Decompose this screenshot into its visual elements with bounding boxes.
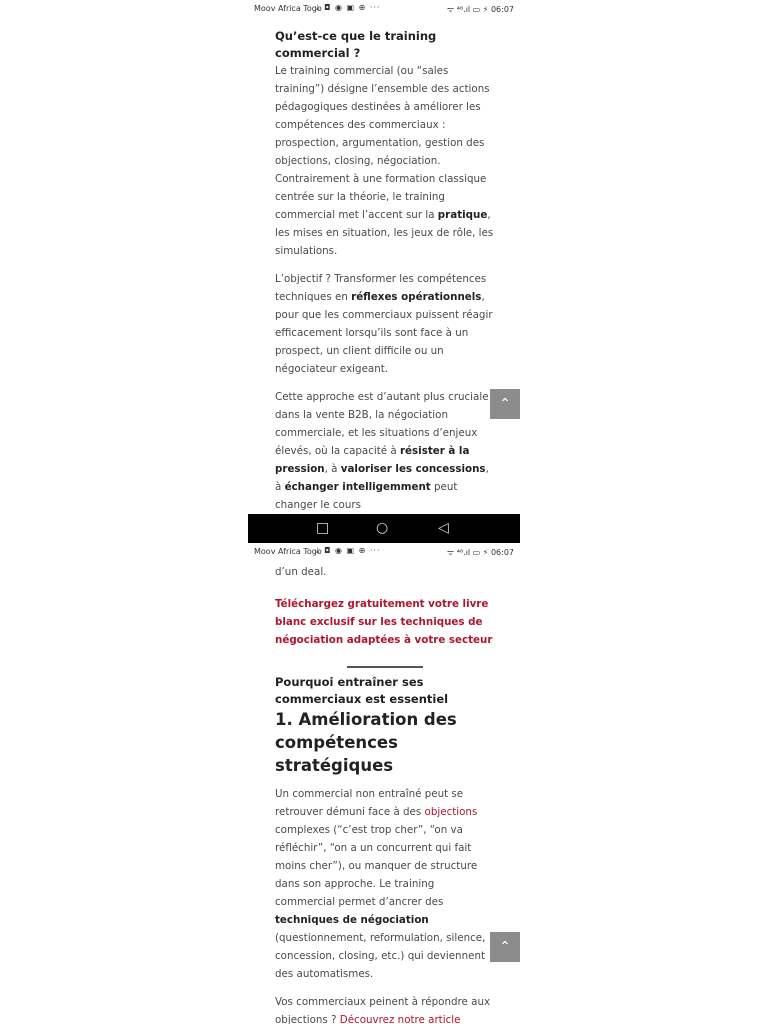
chevron-up-icon: ⌃ [499,396,511,412]
phone-screen-1 [248,0,520,543]
chevron-up-icon: ⌃ [499,939,511,955]
phone-screen-2 [248,543,520,1024]
section-heading: Qu’est-ce que le training commercial ? [275,29,437,60]
home-icon[interactable]: ○ [376,520,389,536]
carrier-name: Moov Africa Togo [254,547,322,556]
objections-link[interactable]: objections [424,806,478,818]
android-nav-bar [248,514,520,543]
article-link[interactable]: Découvrez notre article [339,1014,461,1024]
section-heading: Pourquoi entraîner ses commerciaux est essentiel [275,675,449,706]
divider [347,666,423,668]
scroll-to-top-button[interactable] [490,932,520,962]
paragraph: Le training commercial (ou “sales training”) désigne l’ensemble des actions pédagogiques destinées à améliorer les compétences des commerciaux : prospection, argumentation, gestion des objections, closing, négociation. Contrairement à une formation classique centrée sur la théorie, le training commercial met l’accent sur la pratique, les mises en situation, les jeux de rôle, les simulations. [275,65,494,257]
paragraph: Vos commerciaux peinent à répondre aux objections ? Découvrez notre article [275,996,491,1024]
paragraph: Cette approche est d’autant plus cruciale dans la vente B2B, la négociation commerciale, et les situations d’enjeux élevés, où la capacité à résister à la pression, à valoriser les concessions, à échanger intelligemment peut changer le cours [275,391,489,511]
notification-icons: ⤓ ◘ ◉ ▣ ⊕ ··· [316,546,381,555]
carrier-name: Moov Africa Togo [254,4,322,13]
scroll-to-top-button[interactable] [490,389,520,419]
article-content [275,28,495,524]
article-content [275,563,495,1024]
paragraph: L’objectif ? Transformer les compétences techniques en réflexes opérationnels, pour que les commerciaux puissent réagir efficacement lorsqu’ils sont face à un prospect, un client difficile ou un négociateur exigeant. [275,273,493,375]
notification-icons: ⤓ ◘ ◉ ▣ ⊕ ··· [316,3,381,12]
back-icon[interactable]: ◁ [438,520,449,536]
subsection-heading: 1. Amélioration des compétences stratégiques [275,710,457,775]
status-bar [248,0,520,18]
download-whitepaper-link[interactable]: Téléchargez gratuitement votre livre blanc exclusif sur les techniques de négociation adaptées à votre secteur [275,598,493,646]
status-bar [248,543,520,561]
recent-apps-icon[interactable]: □ [316,520,330,536]
paragraph: d’un deal. [275,566,327,578]
paragraph: Un commercial non entraîné peut se retrouver démuni face à des objections complexes (“c’est trop cher”, “on va réfléchir”, “on a un concurrent qui fait moins cher”), ou manquer de structure dans son approche. Le training commercial permet d’ancrer des techniques de négociation (questionnement, reformulation, silence, concession, closing, etc.) qui deviennent des automatismes. [275,788,486,980]
status-right-icons: ᯤ ⁴⁶.ıl ▭ ⚡ 06:07 [446,548,514,557]
status-right-icons: ᯤ ⁴⁶.ıl ▭ ⚡ 06:07 [446,5,514,14]
